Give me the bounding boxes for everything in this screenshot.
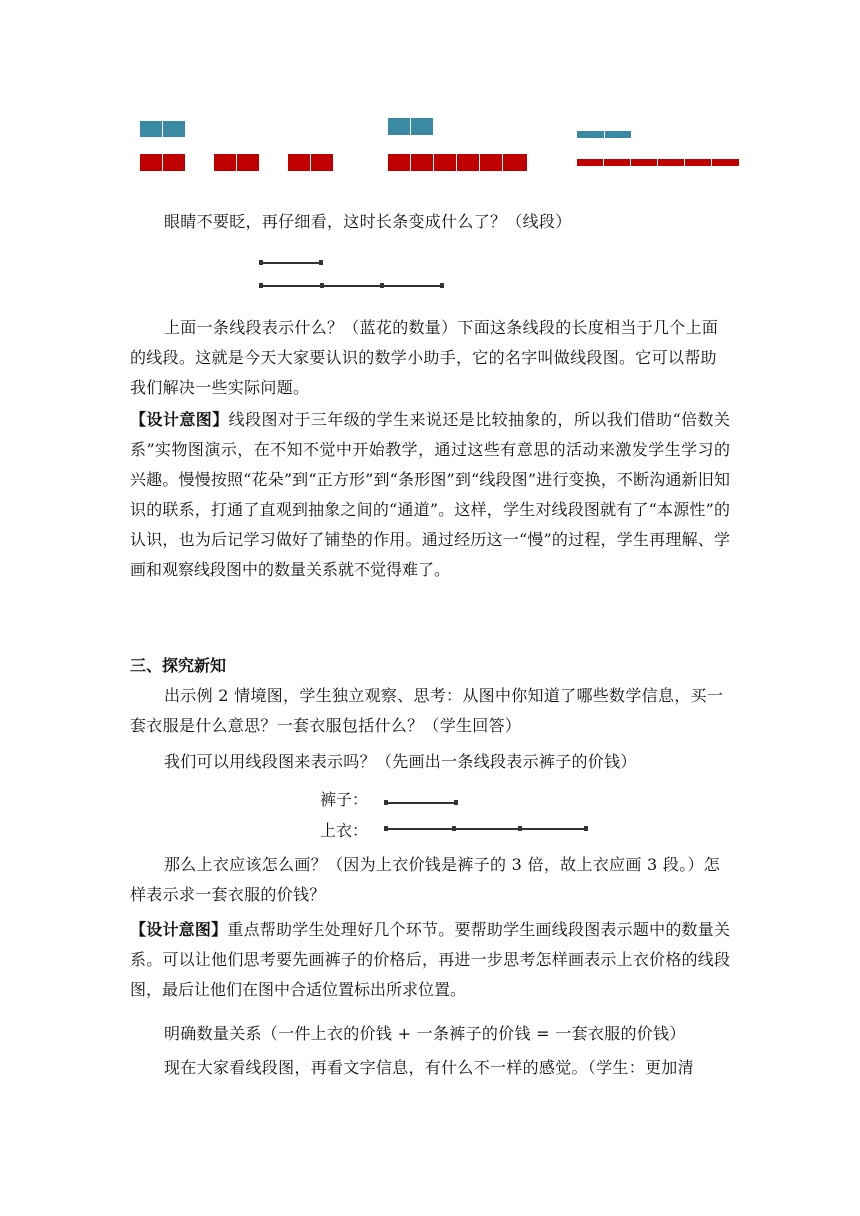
red-bar-segment bbox=[604, 159, 630, 166]
red-bar-segment bbox=[577, 159, 603, 166]
red-bar-segment bbox=[631, 159, 657, 166]
red-block bbox=[480, 154, 502, 171]
red-block bbox=[163, 154, 185, 171]
blue-bar-segment bbox=[605, 131, 631, 138]
paragraph-2: 上面一条线段表示什么？（蓝花的数量）下面这条线段的长度相当于几个上面的线段。这就是今天大家要认识的数学小助手，它的名字叫做线段图。它可以帮助我们解决一些实际问题。 bbox=[130, 318, 719, 397]
blue-bar-segment bbox=[577, 131, 604, 138]
blue-block bbox=[140, 121, 162, 137]
paragraph-6: 明确数量关系（一件上衣的价钱 + 一条裤子的价钱 = 一套衣服的价钱） bbox=[164, 1024, 686, 1043]
red-block bbox=[214, 154, 236, 171]
red-block bbox=[237, 154, 259, 171]
segment-endpoint bbox=[259, 283, 263, 288]
red-bar-segment bbox=[658, 159, 684, 166]
top-segment bbox=[386, 828, 586, 830]
segment-endpoint bbox=[259, 260, 263, 265]
paragraph-3: 出示例 2 情境图，学生独立观察、思考：从图中你知道了哪些数学信息，买一套衣服是什么意思？一套衣服包括什么？（学生回答） bbox=[130, 686, 724, 735]
red-bar-segment bbox=[712, 159, 739, 166]
blue-block bbox=[411, 118, 433, 135]
paragraph-4: 我们可以用线段图来表示吗？（先画出一条线段表示裤子的价钱） bbox=[164, 752, 637, 771]
long-segment bbox=[260, 285, 442, 287]
red-block bbox=[140, 154, 162, 171]
blue-block bbox=[163, 121, 185, 137]
section-3-title: 三、探究新知 bbox=[130, 656, 227, 675]
red-block bbox=[288, 154, 310, 171]
segment-endpoint bbox=[320, 283, 324, 288]
design-intent-text: 线段图对于三年级的学生来说还是比较抽象的，所以我们借助“倍数关系”实物图演示，在不知不觉中开始教学，通过这些有意思的活动来激发学生学习的兴趣。慢慢按照“花朵”到“正方形”到“条形图”到“线段图”进行变换，不断沟通新旧知识的联系，打通了直观到抽象之间的“通道”。这样，学生对线段图就有了“本源性”的认识，也为后记学习做好了铺垫的作用。通过经历这一“慢”的过程，学生再理解、学画和观察线段图中的数量关系就不觉得难了。 bbox=[130, 410, 730, 579]
design-intent-text: 重点帮助学生处理好几个环节。要帮助学生画线段图表示题中的数量关系。可以让他们思考要先画裤子的价格后，再进一步思考怎样画表示上衣价格的线段图，最后让他们在图中合适位置标出所求位置。 bbox=[130, 920, 730, 999]
red-block bbox=[503, 154, 527, 171]
short-segment bbox=[260, 262, 321, 264]
segment-endpoint bbox=[584, 826, 588, 831]
red-block bbox=[388, 154, 410, 171]
design-intent-label: 【设计意图】 bbox=[130, 410, 229, 429]
paragraph-1: 眼睛不要眨，再仔细看，这时长条变成什么了？（线段） bbox=[164, 212, 572, 231]
red-bar-segment bbox=[685, 159, 711, 166]
pants-segment bbox=[386, 802, 456, 804]
label-pants: 裤子： bbox=[320, 790, 369, 809]
red-block bbox=[434, 154, 456, 171]
blue-block bbox=[388, 118, 410, 135]
segment-endpoint bbox=[380, 283, 384, 288]
segment-endpoint bbox=[384, 826, 388, 831]
segment-endpoint bbox=[454, 800, 458, 805]
paragraph-5: 那么上衣应该怎么画？（因为上衣价钱是裤子的 3 倍，故上衣应画 3 段。）怎样表示求一套衣服的价钱？ bbox=[130, 855, 721, 904]
segment-endpoint bbox=[518, 826, 522, 831]
design-intent-2 bbox=[130, 915, 730, 1005]
design-intent-1 bbox=[130, 405, 730, 585]
label-top: 上衣： bbox=[320, 821, 369, 840]
paragraph-7: 现在大家看线段图，再看文字信息，有什么不一样的感觉。（学生：更加清 bbox=[164, 1058, 694, 1077]
design-intent-label: 【设计意图】 bbox=[130, 920, 228, 939]
red-block bbox=[311, 154, 333, 171]
segment-endpoint bbox=[452, 826, 456, 831]
red-block bbox=[411, 154, 433, 171]
segment-endpoint bbox=[319, 260, 323, 265]
segment-endpoint bbox=[440, 283, 444, 288]
red-block bbox=[457, 154, 479, 171]
segment-endpoint bbox=[384, 800, 388, 805]
